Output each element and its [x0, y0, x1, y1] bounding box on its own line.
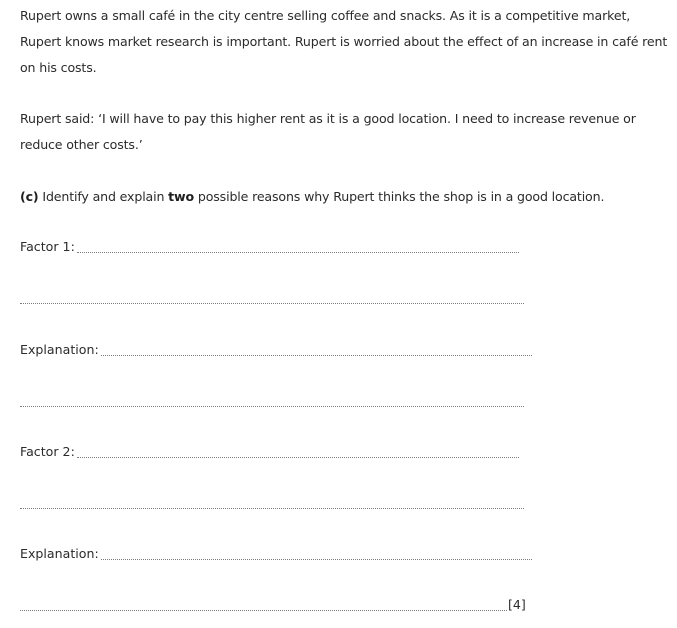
explanation-2-dotted-line[interactable]: [101, 559, 532, 560]
factor-1-continuation-dotted-line[interactable]: [20, 303, 524, 304]
factor-2-continuation-line[interactable]: [20, 492, 524, 512]
question-text-after: possible reasons why Rupert thinks the shop is in a good location.: [194, 189, 605, 204]
marks-indicator: [4]: [508, 597, 526, 612]
explanation-2-answer-line[interactable]: [20, 543, 532, 563]
explanation-1-label: Explanation:: [20, 342, 99, 357]
factor-2-dotted-line[interactable]: [77, 457, 519, 458]
factor-1-continuation-line[interactable]: [20, 287, 524, 307]
factor-1-answer-line[interactable]: [20, 236, 519, 256]
context-paragraph-1: Rupert owns a small café in the city centre selling coffee and snacks. As it is a competitive market, Rupert knows market research is important. Rupert is worried about the effect of an increase in café rent on his costs.: [20, 8, 668, 75]
factor-2-label: Factor 2:: [20, 444, 75, 459]
factor-2-answer-line[interactable]: [20, 441, 519, 461]
factor-1-label: Factor 1:: [20, 239, 75, 254]
question-number: (c): [20, 189, 39, 204]
explanation-2-continuation-line[interactable]: [20, 594, 526, 614]
factor-2-continuation-dotted-line[interactable]: [20, 508, 524, 509]
explanation-2-label: Explanation:: [20, 546, 99, 561]
explanation-2-continuation-dotted-line[interactable]: [20, 610, 507, 611]
explanation-1-continuation-line[interactable]: [20, 390, 524, 410]
explanation-1-continuation-dotted-line[interactable]: [20, 406, 524, 407]
factor-1-dotted-line[interactable]: [77, 252, 519, 253]
question-prompt: [20, 184, 668, 210]
question-emphasis: two: [168, 189, 195, 204]
context-paragraph-2: Rupert said: ‘I will have to pay this higher rent as it is a good location. I need to increase revenue or reduce other costs.’: [20, 111, 636, 152]
question-text-before: Identify and explain: [38, 189, 169, 204]
explanation-1-dotted-line[interactable]: [101, 355, 532, 356]
explanation-1-answer-line[interactable]: [20, 339, 532, 359]
